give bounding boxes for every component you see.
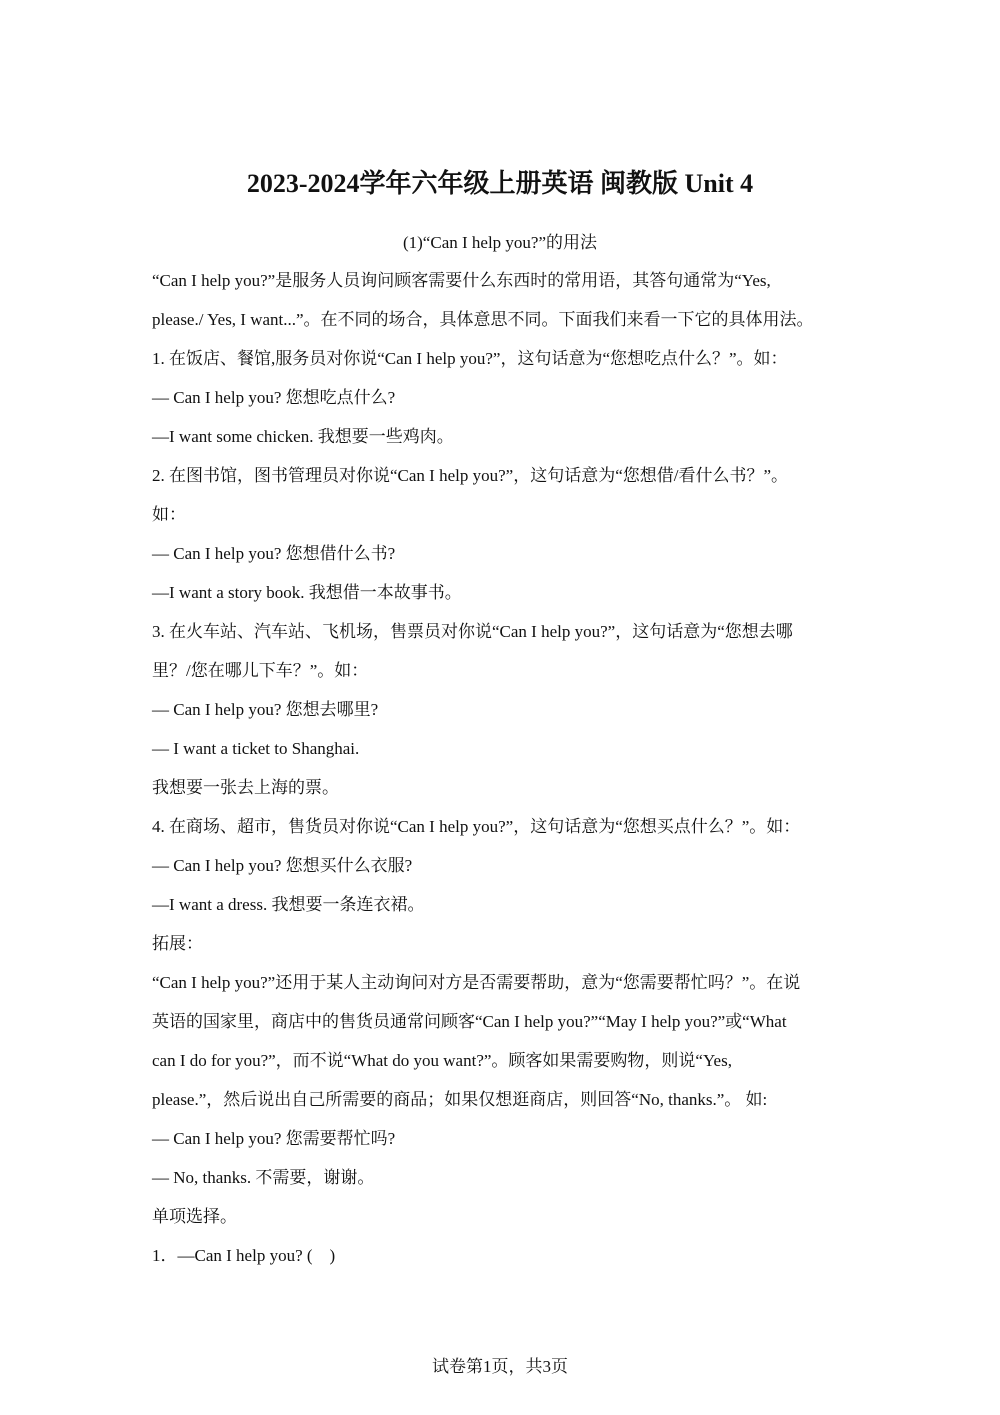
dialogue-line: — Can I help you? 您想买什么衣服? — [152, 856, 413, 875]
dialogue-line: —I want some chicken. 我想要一些鸡肉。 — [152, 427, 454, 446]
document-title: 2023-2024学年六年级上册英语 闽教版 Unit 4 — [246, 169, 754, 198]
translation-line: 我想要一张去上海的票。 — [152, 778, 339, 797]
paragraph-line: 英语的国家里，商店中的售货员通常问顾客“Can I help you?”“May I help you?”或“What — [152, 1012, 787, 1031]
paragraph-line: 1. 在饭店、餐馆,服务员对你说“Can I help you?”，这句话意为“您想吃点什么？”。如： — [152, 349, 788, 368]
paragraph-line: 里？/您在哪儿下车？”。如： — [152, 661, 369, 680]
paragraph-line: please.”，然后说出自己所需要的商品；如果仅想逛商店，则回答“No, thanks.”。 如: — [152, 1090, 768, 1109]
page-footer: 试卷第1页，共3页 — [432, 1357, 568, 1376]
dialogue-line: —I want a dress. 我想要一条连衣裙。 — [152, 895, 425, 914]
paragraph-line: “Can I help you?”还用于某人主动询问对方是否需要帮助，意为“您需要帮忙吗？”。在说 — [152, 973, 801, 992]
question-1: 1．—Can I help you? ( ) — [152, 1246, 336, 1265]
dialogue-line: — Can I help you? 您想借什么书? — [152, 544, 396, 563]
document-body — [152, 268, 852, 1282]
extension-heading: 拓展： — [152, 934, 203, 953]
paragraph-line: 4. 在商场、超市，售货员对你说“Can I help you?”，这句话意为“您想买点什么？”。如： — [152, 817, 801, 836]
paragraph-line: 2. 在图书馆，图书管理员对你说“Can I help you?”，这句话意为“您想借/看什么书？”。 — [152, 466, 789, 485]
exercise-heading: 单项选择。 — [152, 1207, 237, 1226]
dialogue-line: — Can I help you? 您想去哪里? — [152, 700, 379, 719]
dialogue-line: — Can I help you? 您想吃点什么? — [152, 388, 396, 407]
dialogue-line: — Can I help you? 您需要帮忙吗? — [152, 1129, 396, 1148]
paragraph-line: 如： — [152, 505, 186, 524]
paragraph-line: please./ Yes, I want...”。在不同的场合，具体意思不同。下面我们来看一下它的具体用法。 — [152, 310, 814, 329]
paragraph-line: 3. 在火车站、汽车站、飞机场，售票员对你说“Can I help you?”，这句话意为“您想去哪 — [152, 622, 793, 641]
dialogue-line: —I want a story book. 我想借一本故事书。 — [152, 583, 462, 602]
dialogue-line: — No, thanks. 不需要，谢谢。 — [152, 1168, 375, 1187]
section-heading: (1)“Can I help you?”的用法 — [402, 233, 598, 252]
paragraph-line: “Can I help you?”是服务人员询问顾客需要什么东西时的常用语，其答句通常为“Yes, — [152, 271, 771, 290]
paragraph-line: can I do for you?”，而不说“What do you want?”。顾客如果需要购物，则说“Yes, — [152, 1051, 732, 1070]
dialogue-line: — I want a ticket to Shanghai. — [152, 739, 360, 758]
